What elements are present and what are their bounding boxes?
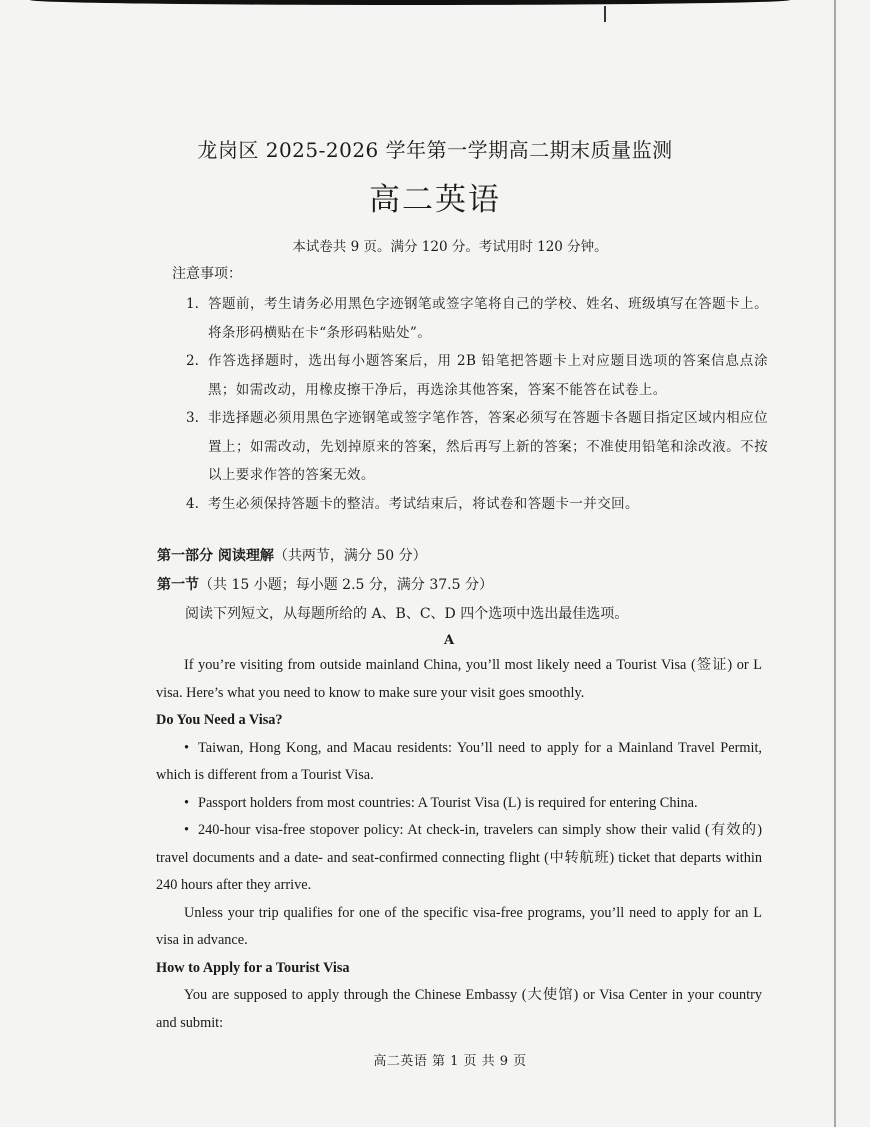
part-heading [157,545,427,565]
note-item [186,290,768,347]
bullet-text: Taiwan, Hong Kong, and Macau residents: You’ll need to apply for a Mainland Travel Permit, which is different from a Tourist Visa. [156,739,762,783]
note-number: 1. [186,296,199,312]
note-text: 考生必须保持答题卡的整洁。考试结束后，将试卷和答题卡一并交回。 [208,495,639,512]
note-item [186,347,768,404]
passage-body [156,652,762,1037]
section-heading-title: 第一节 [157,577,199,593]
note-text: 作答选择题时，选出每小题答案后，用 2B 铅笔把答题卡上对应题目选项的答案信息点涂黑；如需改动，用橡皮擦干净后，再选涂其他答案，答案不能答在试卷上。 [208,353,768,398]
page-footer: 高二英语 第 1 页 共 9 页 [373,1054,527,1069]
bullet-dot-icon: • [184,822,190,838]
passage-bullet [156,790,762,818]
note-number: 4. [186,495,199,512]
bullet-dot-icon: • [184,739,190,756]
passage-bullet [156,817,762,900]
bullet-dot-icon: • [184,794,190,811]
part-heading-title: 第一部分 阅读理解 [157,548,274,564]
note-text: 答题前，考生请务必用黑色字迹钢笔或签字笔将自己的学校、姓名、班级填写在答题卡上。将条形码横贴在卡“条形码粘贴处”。 [208,296,768,341]
note-item [186,490,768,519]
exam-subtitle: 龙岗区 2025-2026 学年第一学期高二期末质量监测 [197,138,673,162]
exam-title: 高二英语 [369,182,501,218]
notes-heading: 注意事项： [172,266,242,282]
passage-label: A [443,633,455,648]
passage-paragraph: You are supposed to apply through the Chinese Embassy (大使馆) or Visa Center in your country and submit: [156,987,762,1031]
part-heading-detail: （共两节，满分 50 分） [273,548,427,564]
bullet-text: Passport holders from most countries: A Tourist Visa (L) is required for entering China. [198,794,698,811]
passage-subheading: Do You Need a Visa? [156,712,283,728]
bullet-text: 240-hour visa-free stopover policy: At check-in, travelers can simply show their valid (有效的) travel documents and a date- and seat-confirmed connecting flight (中转航班) ticket that departs within 240 hours after they arrive. [156,822,762,893]
passage-paragraph: Unless your trip qualifies for one of the specific visa-free programs, you’ll need to apply for an L visa in advance. [156,904,762,948]
note-text: 非选择题必须用黑色字迹钢笔或签字笔作答，答案必须写在答题卡各题目指定区域内相应位置上；如需改动，先划掉原来的答案，然后再写上新的答案；不准使用铅笔和涂改液。不按以上要求作答的答案无效。 [208,410,768,483]
note-item [186,404,768,490]
passage-subheading: How to Apply for a Tourist Visa [156,959,350,976]
note-number: 3. [186,410,199,426]
passage-intro: If you’re visiting from outside mainland China, you’ll most likely need a Tourist Visa (签证) or L visa. Here’s what you need to know to make sure your visit goes smoothly. [156,657,762,701]
section-heading-detail: （共 15 小题；每小题 2.5 分，满分 37.5 分） [199,577,493,593]
notes-list [186,290,768,518]
exam-info: 本试卷共 9 页。满分 120 分。考试用时 120 分钟。 [292,239,608,255]
passage-bullet [156,735,762,790]
note-number: 2. [186,353,199,369]
reading-instruction: 阅读下列短文，从每题所给的 A、B、C、D 四个选项中选出最佳选项。 [185,606,629,622]
section-heading [157,574,493,594]
